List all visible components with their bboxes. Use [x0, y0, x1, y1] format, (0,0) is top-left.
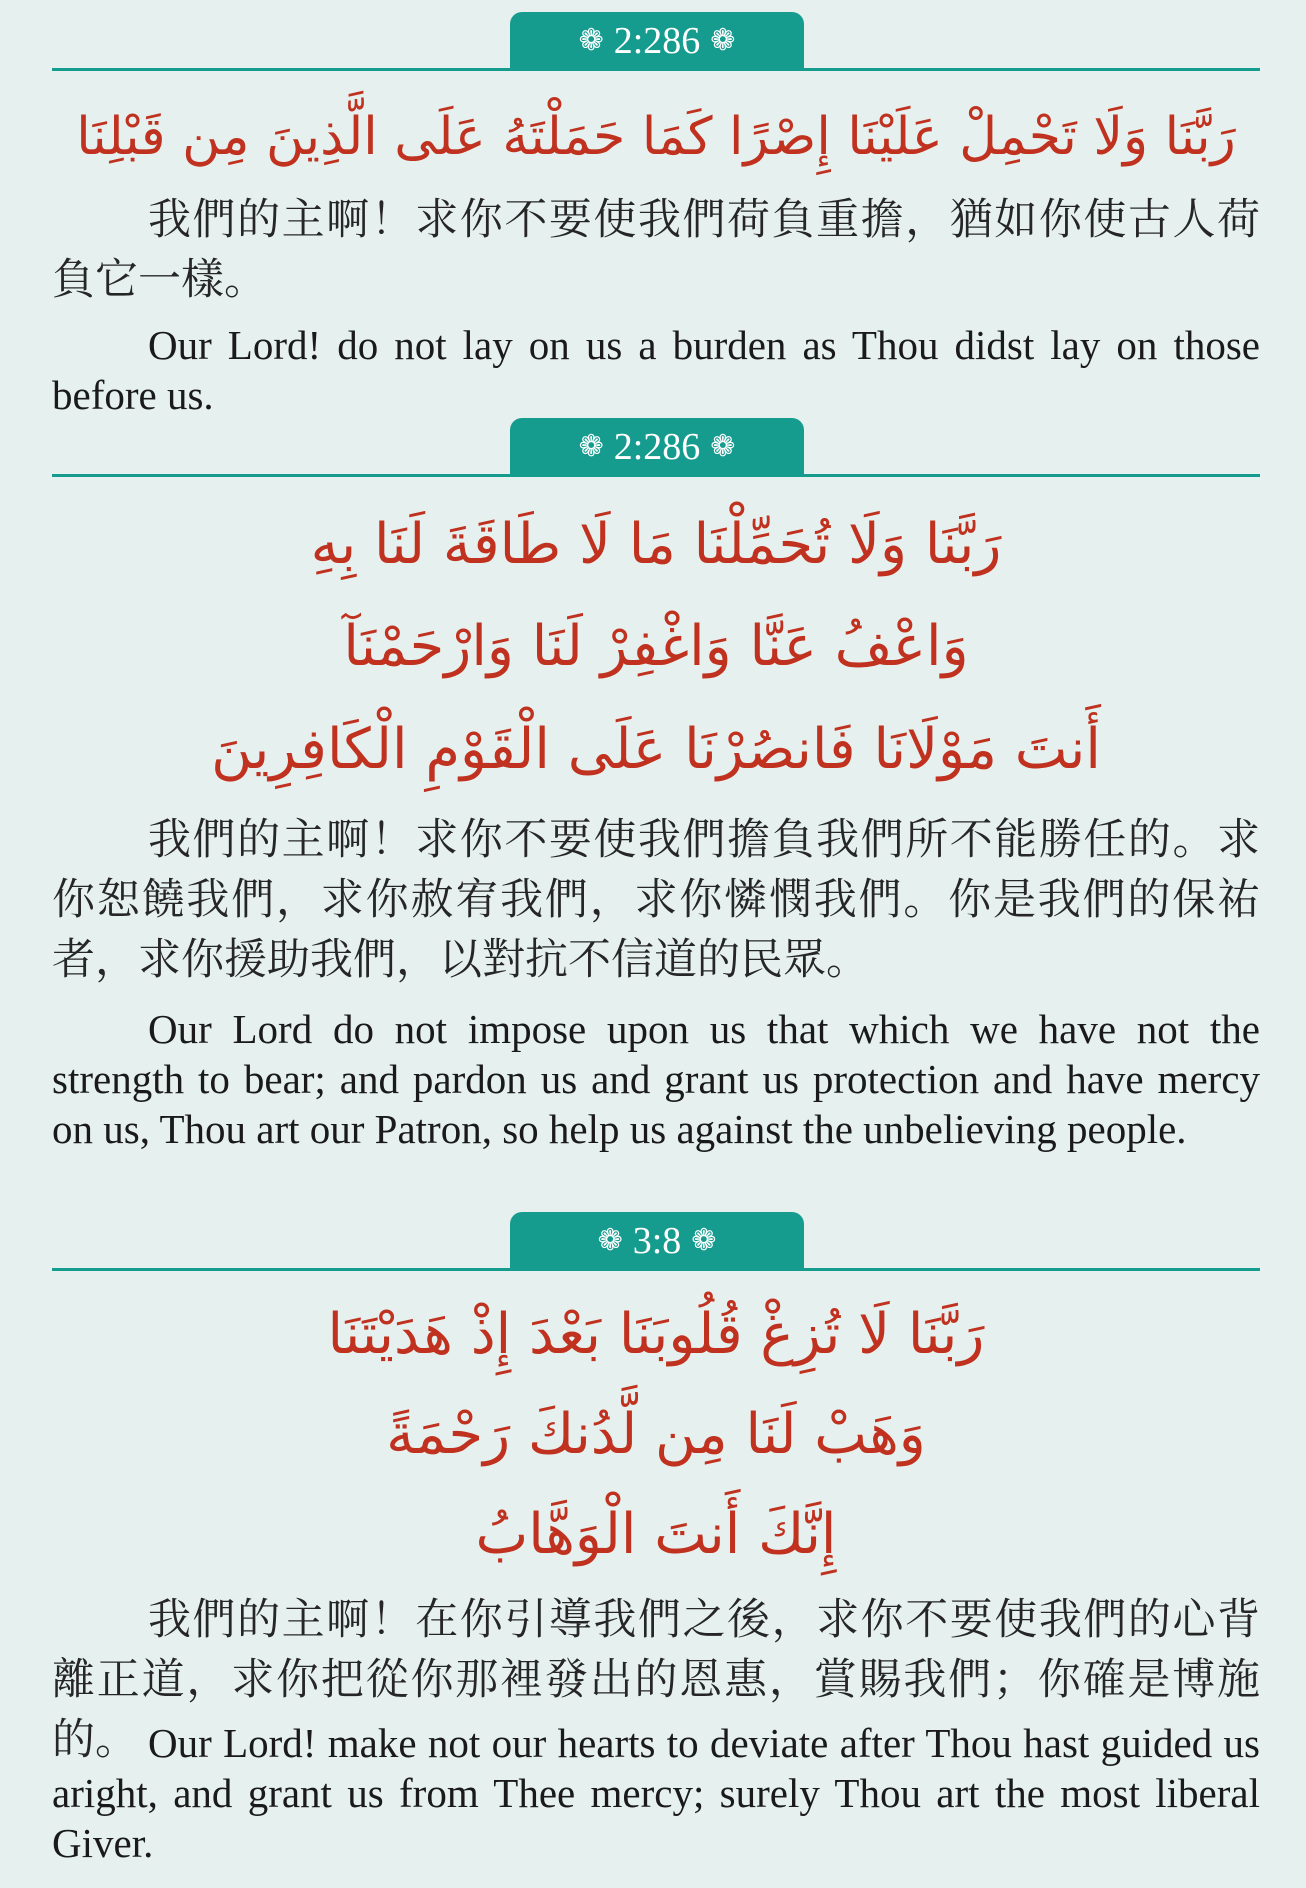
verse-reference-badge	[510, 1212, 804, 1270]
chinese-translation: 我們的主啊！在你引導我們之後，求你不要使我們的心背離正道，求你把從你那裡發出的恩惠，賞賜我們；你確是博施的。	[52, 1595, 1260, 1765]
verse-reference-badge	[510, 418, 804, 476]
verse-reference: 2:286	[613, 20, 701, 62]
english-translation: Our Lord do not impose upon us that which we have not the strength to bear; and pardon us and grant us protection and have mercy on us, Thou art our Patron, so help us against the unbelieving people.	[52, 1006, 1260, 1152]
section-divider	[52, 474, 1260, 477]
arabic-verse-line: إِنَّكَ أَنتَ الْوَهَّابُ	[475, 1502, 837, 1567]
chinese-translation: 我們的主啊！求你不要使我們荷負重擔，猶如你使古人荷負它一樣。	[52, 195, 1260, 305]
arabic-verse-line: وَهَبْ لَنَا مِن لَّدُنكَ رَحْمَةً	[386, 1402, 926, 1467]
right-ornament-icon: ❁	[691, 1224, 717, 1257]
verse-reference: 2:286	[613, 426, 701, 468]
english-translation: Our Lord! make not our hearts to deviate after Thou hast guided us aright, and grant us from Thee mercy; surely Thou art the most liberal Giver.	[52, 1720, 1260, 1866]
right-ornament-icon: ❁	[710, 430, 736, 463]
english-translation: Our Lord! do not lay on us a burden as Thou didst lay on those before us.	[52, 322, 1260, 418]
arabic-verse-line: رَبَّنَا وَلَا تَحْمِلْ عَلَيْنَا إِصْرًا كَمَا حَمَلْتَهُ عَلَى الَّذِينَ مِن قَبْلِنَا	[76, 107, 1236, 167]
left-ornament-icon: ❁	[597, 1224, 623, 1257]
verse-reference: 3:8	[632, 1220, 682, 1262]
right-ornament-icon: ❁	[710, 24, 736, 57]
section-divider	[52, 1268, 1260, 1271]
arabic-verse-line: وَاعْفُ عَنَّا وَاغْفِرْ لَنَا وَارْحَمْنَآ	[343, 614, 969, 679]
left-ornament-icon: ❁	[578, 430, 604, 463]
arabic-verse-line: رَبَّنَا وَلَا تُحَمِّلْنَا مَا لَا طَاقَةَ لَنَا بِهِ	[310, 512, 1002, 577]
verse-reference-badge	[510, 12, 804, 70]
left-ornament-icon: ❁	[578, 24, 604, 57]
section-divider	[52, 68, 1260, 71]
chinese-translation: 我們的主啊！求你不要使我們擔負我們所不能勝任的。求你恕饒我們，求你赦宥我們，求你憐憫我們。你是我們的保祐者，求你援助我們，以對抗不信道的民眾。	[52, 815, 1260, 985]
arabic-verse-line: أَنتَ مَوْلَانَا فَانصُرْنَا عَلَى الْقَوْمِ الْكَافِرِينَ	[211, 717, 1101, 782]
arabic-verse-line: رَبَّنَا لَا تُزِغْ قُلُوبَنَا بَعْدَ إِذْ هَدَيْتَنَا	[327, 1302, 985, 1367]
